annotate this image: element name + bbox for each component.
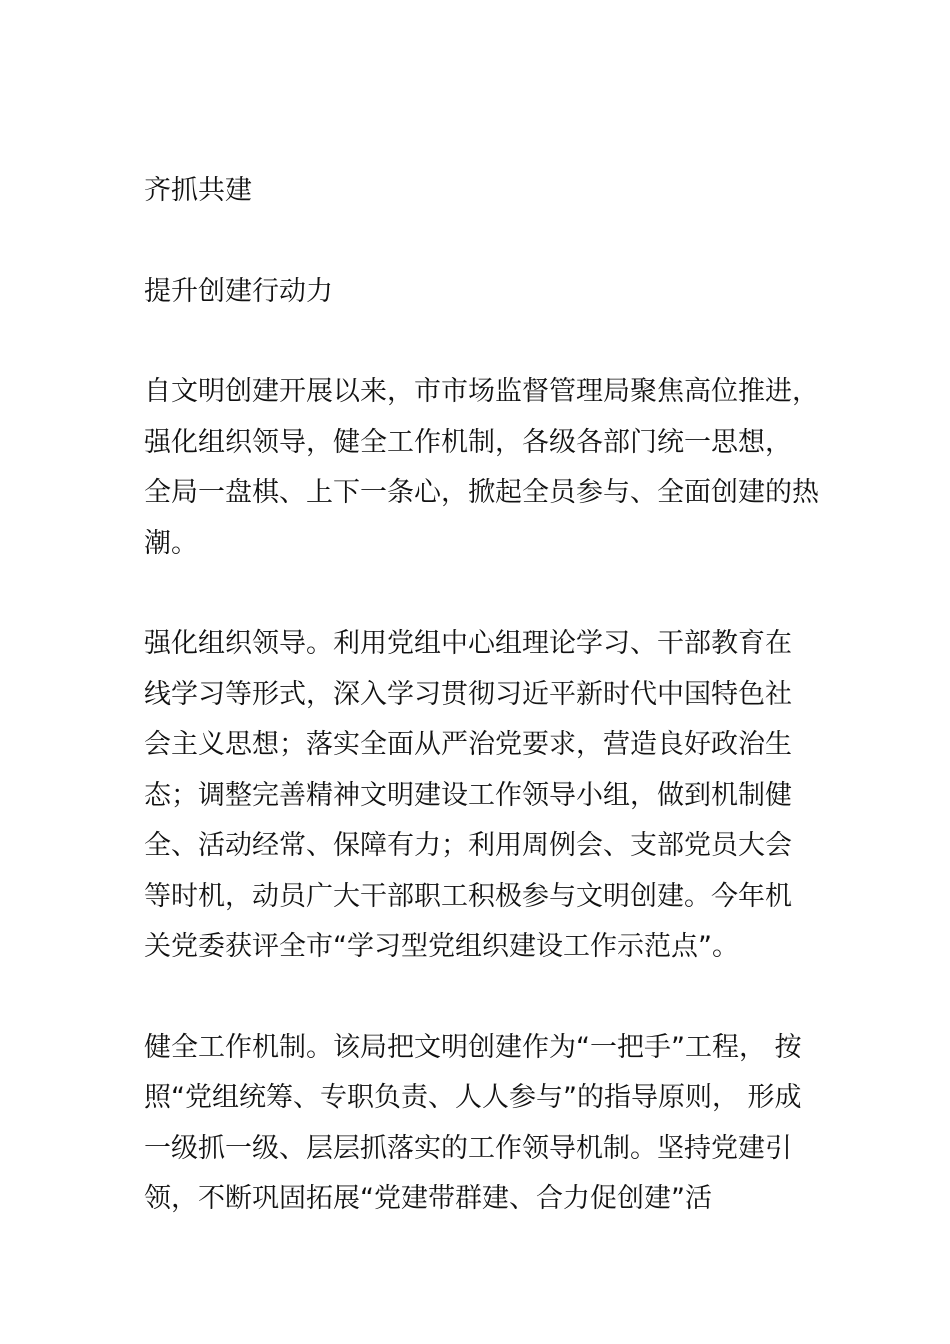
section-heading: 齐抓共建: [144, 175, 252, 206]
text-line: 线学习等形式，深入学习贯彻习近平新时代中国特色社: [144, 678, 792, 710]
text-line: 全局一盘棋、上下一条心，掀起全员参与、全面创建的热: [144, 477, 819, 508]
text-line: 自文明创建开展以来，市市场监督管理局聚焦高位推进，: [144, 376, 819, 407]
text-line: 强化组织领导，健全工作机制，各级各部门统一思想，: [144, 426, 792, 458]
text-line: 一级抓一级、层层抓落实的工作领导机制。坚持党建引: [144, 1132, 792, 1164]
text-line: 潮。: [144, 527, 198, 559]
document-body: [144, 166, 844, 1225]
text-line: 态；调整完善精神文明建设工作领导小组，做到机制健: [144, 779, 792, 811]
text-line: 照“党组统筹、专职负责、人人参与”的指导原则， 形成: [144, 1082, 802, 1113]
text-line: 关党委获评全市“学习型党组织建设工作示范点”。: [144, 931, 739, 962]
text-line: 健全工作机制。该局把文明创建作为“一把手”工程， 按: [144, 1031, 802, 1063]
text-line: 强化组织领导。利用党组中心组理论学习、干部教育在: [144, 628, 792, 659]
text-line: 全、活动经常、保障有力；利用周例会、支部党员大会: [144, 830, 792, 861]
section-subheading: 提升创建行动力: [144, 275, 333, 307]
text-line: 等时机，动员广大干部职工积极参与文明创建。今年机: [144, 880, 792, 912]
text-line: 领，不断巩固拓展“党建带群建、合力促创建”活: [144, 1183, 712, 1214]
paragraph-intro: [144, 367, 844, 569]
text-line: 会主义思想；落实全面从严治党要求，营造良好政治生: [144, 729, 792, 760]
paragraph-mechanism: [144, 1023, 844, 1225]
paragraph-leadership: [144, 619, 844, 973]
